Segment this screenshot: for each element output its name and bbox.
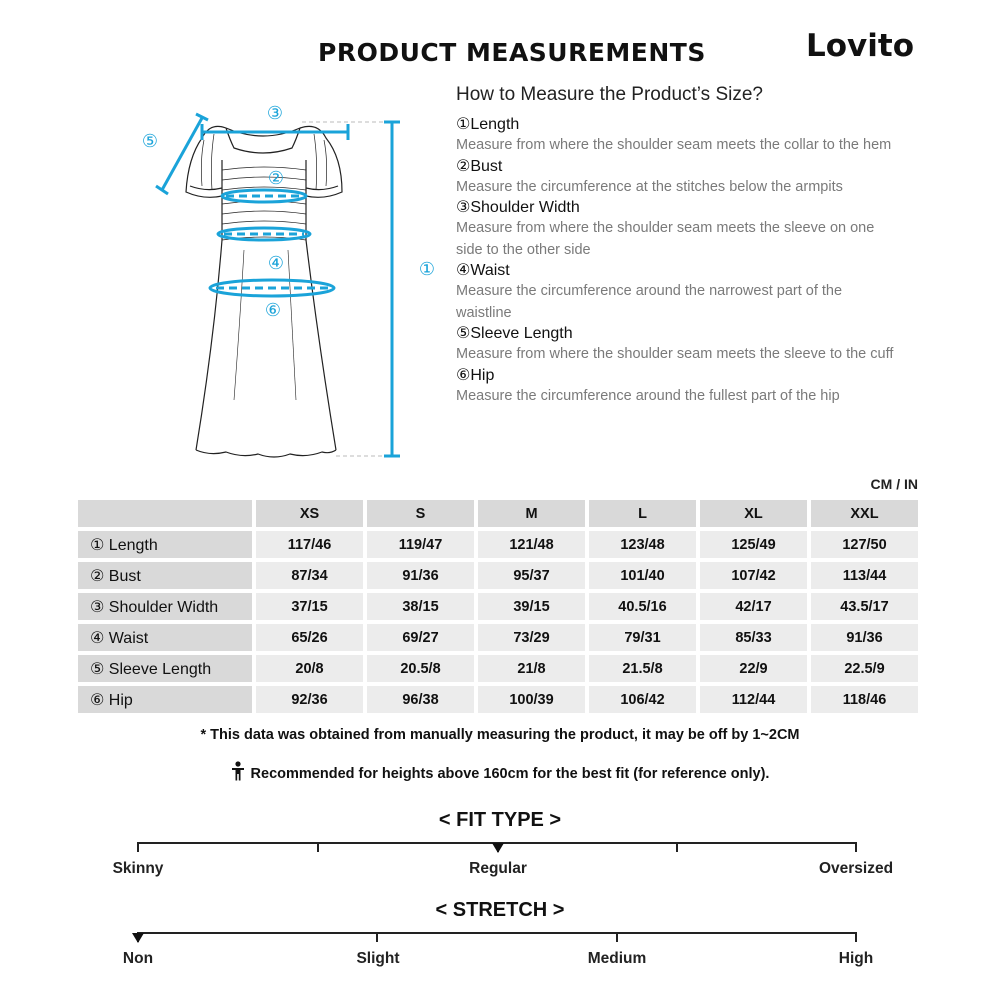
table-row <box>78 531 918 558</box>
stretch-axis <box>137 932 857 934</box>
stretch-pointer-icon <box>132 933 144 943</box>
guide-item-shoulder-width <box>456 198 896 261</box>
guide-item-label: ⑤Sleeve Length <box>456 325 573 342</box>
marker-length: ① <box>418 259 436 280</box>
marker-shoulder-width: ③ <box>266 103 284 124</box>
table-cell: 107/42 <box>700 562 807 589</box>
table-cell: 125/49 <box>700 531 807 558</box>
guide-item-desc: Measure the circumference at the stitches below the armpits <box>456 178 843 195</box>
measurement-guides <box>156 114 400 456</box>
column-header: S <box>367 500 474 527</box>
fit-type-tick <box>855 842 857 852</box>
table-row <box>78 593 918 620</box>
column-header: XL <box>700 500 807 527</box>
table-cell: 91/36 <box>811 624 918 651</box>
guide-item-length <box>456 115 896 157</box>
row-label: ① Length <box>78 531 252 558</box>
table-cell: 21.5/8 <box>589 655 696 682</box>
table-cell: 100/39 <box>478 686 585 713</box>
stretch-label: Slight <box>356 950 400 967</box>
table-cell: 21/8 <box>478 655 585 682</box>
guide-item-label: ④Waist <box>456 262 510 279</box>
marker-sleeve-length: ⑤ <box>141 131 159 152</box>
page-title: PRODUCT MEASUREMENTS <box>318 38 706 67</box>
height-recommendation <box>0 761 1000 782</box>
stretch-label: Non <box>122 950 154 967</box>
guide-item-desc: Measure from where the shoulder seam meets the sleeve to the cuff <box>456 346 894 362</box>
row-label: ④ Waist <box>78 624 252 651</box>
person-icon <box>231 761 245 781</box>
table-cell: 101/40 <box>589 562 696 589</box>
guide-item-label: ③Shoulder Width <box>456 199 580 216</box>
table-cell: 113/44 <box>811 562 918 589</box>
column-header: XS <box>256 500 363 527</box>
marker-waist: ④ <box>267 253 285 274</box>
units-label: CM / IN <box>870 476 918 492</box>
table-cell: 121/48 <box>478 531 585 558</box>
disclaimer-note: * This data was obtained from manually measuring the product, it may be off by 1~2CM <box>200 727 800 743</box>
stretch-tick <box>616 932 618 942</box>
guide-item-label: ②Bust <box>456 157 503 175</box>
table-cell: 106/42 <box>589 686 696 713</box>
stretch-title: < STRETCH > <box>435 899 565 921</box>
table-cell: 112/44 <box>700 686 807 713</box>
guide-item-label: ①Length <box>456 116 520 133</box>
row-label: ⑤ Sleeve Length <box>78 655 252 682</box>
measurement-guide <box>456 115 896 407</box>
table-cell: 38/15 <box>367 593 474 620</box>
column-header: M <box>478 500 585 527</box>
table-cell: 37/15 <box>256 593 363 620</box>
table-row <box>78 562 918 589</box>
table-cell: 43.5/17 <box>811 593 918 620</box>
fit-type-pointer-icon <box>492 843 504 853</box>
table-cell: 123/48 <box>589 531 696 558</box>
brand-logo: Lovito <box>806 28 915 64</box>
table-cell: 65/26 <box>256 624 363 651</box>
table-cell: 79/31 <box>589 624 696 651</box>
guide-item-label: ⑥Hip <box>456 366 495 384</box>
table-cell: 119/47 <box>367 531 474 558</box>
table-cell: 22.5/9 <box>811 655 918 682</box>
fit-type-label: Regular <box>469 860 527 877</box>
table-corner-cell <box>78 500 252 527</box>
marker-bust: ② <box>267 168 285 189</box>
table-cell: 95/37 <box>478 562 585 589</box>
fit-type-tick <box>137 842 139 852</box>
guide-item-desc: Measure from where the shoulder seam meets the collar to the hem <box>456 137 892 153</box>
fit-type-title: < FIT TYPE > <box>438 809 562 831</box>
table-cell: 40.5/16 <box>589 593 696 620</box>
fit-type-tick <box>317 842 319 852</box>
table-cell: 127/50 <box>811 531 918 558</box>
table-cell: 87/34 <box>256 562 363 589</box>
table-cell: 118/46 <box>811 686 918 713</box>
guide-heading: How to Measure the Product’s Size? <box>456 84 763 105</box>
guide-item-sleeve-length <box>456 324 896 366</box>
row-label: ③ Shoulder Width <box>78 593 252 620</box>
fit-type-label: Oversized <box>818 860 894 877</box>
table-row <box>78 624 918 651</box>
table-cell: 20/8 <box>256 655 363 682</box>
table-cell: 117/46 <box>256 531 363 558</box>
dress-outline <box>186 126 342 457</box>
marker-hip: ⑥ <box>264 300 282 321</box>
guide-item-waist <box>456 261 896 324</box>
stretch-label: High <box>838 950 874 967</box>
stretch-label: Medium <box>587 950 647 967</box>
guide-item-hip <box>456 366 896 408</box>
guide-item-desc: Measure from where the shoulder seam meets the sleeve on one side to the other side <box>456 220 875 258</box>
table-cell: 69/27 <box>367 624 474 651</box>
table-cell: 91/36 <box>367 562 474 589</box>
stretch-tick <box>376 932 378 942</box>
row-label: ⑥ Hip <box>78 686 252 713</box>
table-header-row <box>78 500 918 527</box>
dress-diagram <box>130 100 436 462</box>
recommendation-text: Recommended for heights above 160cm for the best fit (for reference only). <box>250 766 770 782</box>
stretch-tick <box>855 932 857 942</box>
table-row <box>78 686 918 713</box>
column-header: L <box>589 500 696 527</box>
row-label: ② Bust <box>78 562 252 589</box>
table-cell: 39/15 <box>478 593 585 620</box>
guide-item-desc: Measure the circumference around the fullest part of the hip <box>456 387 840 404</box>
table-cell: 22/9 <box>700 655 807 682</box>
column-header: XXL <box>811 500 918 527</box>
table-cell: 20.5/8 <box>367 655 474 682</box>
table-cell: 96/38 <box>367 686 474 713</box>
guide-item-desc: Measure the circumference around the narrowest part of the waistline <box>456 283 843 321</box>
table-cell: 92/36 <box>256 686 363 713</box>
guide-item-bust <box>456 157 896 199</box>
table-cell: 85/33 <box>700 624 807 651</box>
table-cell: 42/17 <box>700 593 807 620</box>
fit-type-tick <box>676 842 678 852</box>
fit-type-label: Skinny <box>112 860 164 877</box>
size-table <box>74 496 922 717</box>
table-row <box>78 655 918 682</box>
table-cell: 73/29 <box>478 624 585 651</box>
